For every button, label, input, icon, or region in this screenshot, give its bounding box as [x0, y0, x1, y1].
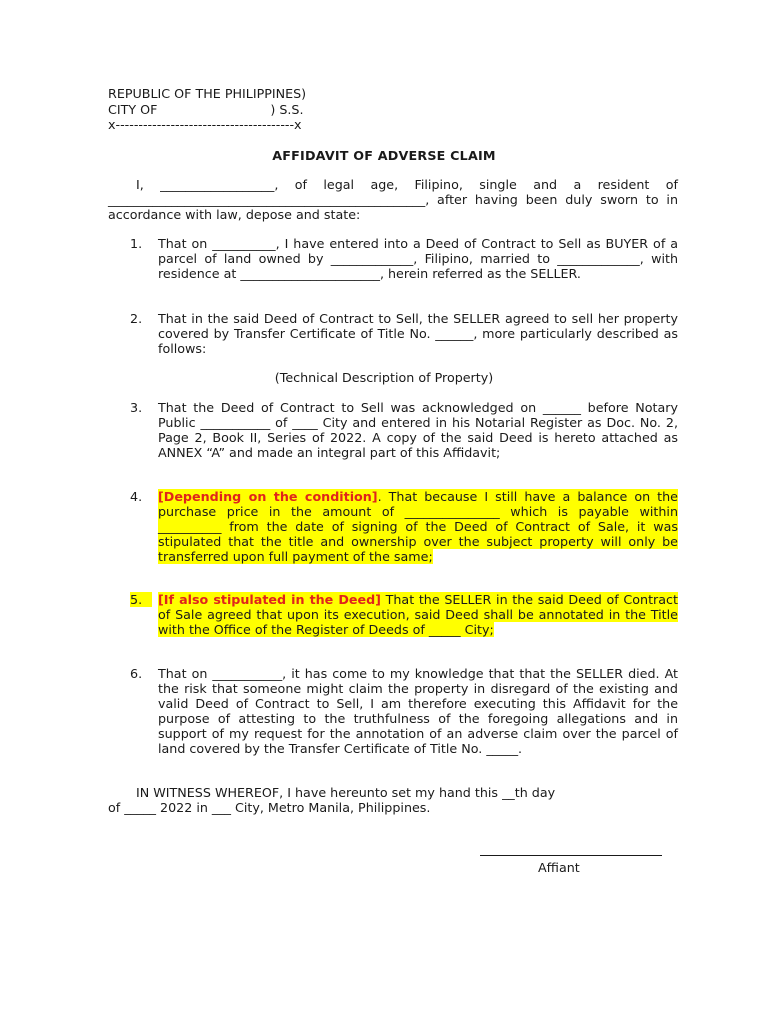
intro-text: I, __________________, of legal age, Filipino, single and a resident of __________________________________________________, after having been duly sworn to in accordance with law, depose and state:: [108, 177, 678, 222]
intro-paragraph: [108, 177, 678, 222]
item-text-wrap: [158, 311, 678, 356]
item-number: 5.: [130, 592, 152, 607]
condition-bracket: [If also stipulated in the Deed]: [158, 592, 381, 607]
item-text-wrap: [158, 666, 678, 756]
item-text: [158, 592, 678, 637]
item-text-wrap: [158, 236, 678, 281]
item-number: 1.: [130, 236, 143, 251]
signature-line: [480, 855, 662, 856]
item-body: . That because I still have a balance on the purchase price in the amount of _______________ which is payable within __________ from the date of signing of the Deed of Contract of Sale, it was stipulated that the title and ownership over the subject property will only be transferred upon full payment of the same;: [158, 489, 678, 564]
venue-caption: [108, 86, 306, 133]
document-title: AFFIDAVIT OF ADVERSE CLAIM: [272, 148, 496, 163]
item-text-wrap: [158, 592, 678, 637]
technical-description: (Technical Description of Property): [274, 370, 494, 385]
item-text: [158, 489, 678, 564]
witness-line-1: IN WITNESS WHEREOF, I have hereunto set my hand this __th day: [136, 785, 556, 800]
item-number: 6.: [130, 666, 143, 681]
witness-line-2: of _____ 2022 in ___ City, Metro Manila, Philippines.: [108, 800, 431, 815]
caption-separator: x---------------------------------------x: [108, 117, 302, 132]
item-text: That on ___________, it has come to my knowledge that that the SELLER died. At the risk that someone might claim the property in disregard of the existing and valid Deed of Contract to Sell, I am therefore executing this Affidavit for the purpose of attesting to the truthfulness of the foregoing allegations and in support of my request for the annotation of an adverse claim over the parcel of land covered by the Transfer Certificate of Title No. _____.: [158, 666, 678, 756]
item-text: That on __________, I have entered into a Deed of Contract to Sell as BUYER of a parcel of land owned by _____________, Filipino, married to _____________, with residence at ______________________, herein referred as the SELLER.: [158, 236, 678, 281]
caption-city: CITY OF ) S.S.: [108, 101, 304, 117]
caption-republic: REPUBLIC OF THE PHILIPPINES): [108, 86, 307, 101]
affiant-label: Affiant: [538, 860, 580, 875]
item-text: That the Deed of Contract to Sell was acknowledged on ______ before Notary Public ___________ of ____ City and entered in his Notarial Register as Doc. No. 2, Page 2, Book II, Series of 2022. A copy of the said Deed is hereto attached as ANNEX “A” and made an integral part of this Affidavit;: [158, 400, 678, 460]
item-text-wrap: [158, 489, 678, 564]
item-body: That the SELLER in the said Deed of Contract of Sale agreed that upon its execution, said Deed shall be annotated in the Title with the Office of the Register of Deeds of _____ City;: [158, 592, 678, 637]
item-text-wrap: [158, 400, 678, 460]
item-number: 3.: [130, 400, 143, 415]
condition-bracket: [Depending on the condition]: [158, 489, 378, 504]
item-number: 2.: [130, 311, 143, 326]
item-number: 4.: [130, 489, 143, 504]
item-text: That in the said Deed of Contract to Sell, the SELLER agreed to sell her property covered by Transfer Certificate of Title No. ______, more particularly described as follows:: [158, 311, 678, 356]
witness-clause: [108, 785, 678, 815]
